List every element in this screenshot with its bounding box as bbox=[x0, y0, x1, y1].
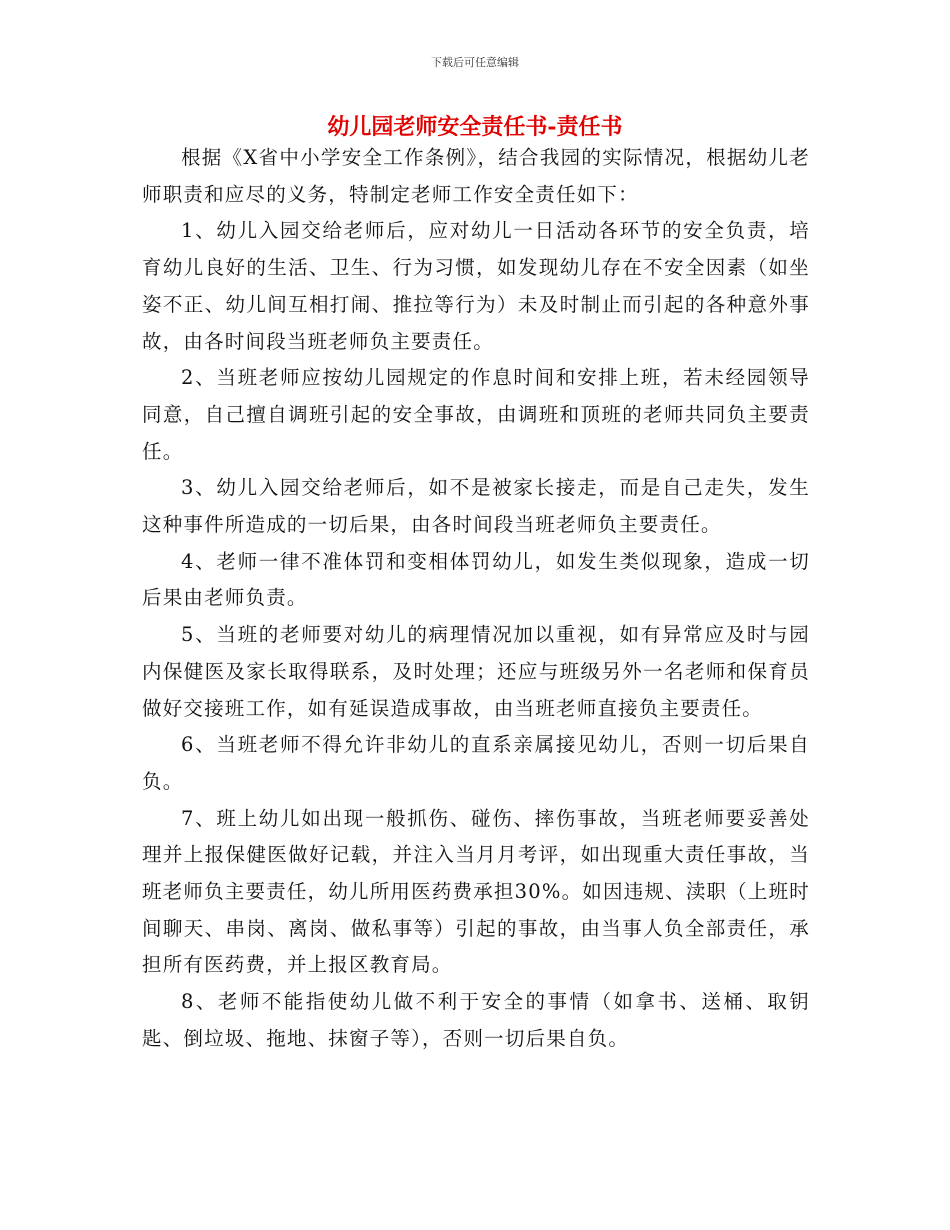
header-note: 下载后可任意编辑 bbox=[431, 56, 519, 69]
document-body bbox=[142, 140, 810, 1058]
clause-5-paragraph: 5、当班的老师要对幼儿的病理情况加以重视，如有异常应及时与园内保健医及家长取得联系，及时处理；还应与班级另外一名老师和保育员做好交接班工作，如有延误造成事故，由当班老师直接负主要责任。 bbox=[142, 623, 810, 720]
clause-6-paragraph: 6、当班老师不得允许非幼儿的直系亲属接见幼儿，否则一切后果自负。 bbox=[142, 733, 810, 793]
clause-4-paragraph: 4、老师一律不准体罚和变相体罚幼儿，如发生类似现象，造成一切后果由老师负责。 bbox=[142, 549, 810, 610]
clause-8-paragraph: 8、老师不能指使幼儿做不利于安全的事情（如拿书、送桶、取钥匙、倒垃圾、拖地、抹窗子等），否则一切后果自负。 bbox=[142, 990, 810, 1050]
intro-paragraph: 根据《X省中小学安全工作条例》，结合我园的实际情况，根据幼儿老师职责和应尽的义务，特制定老师工作安全责任如下： bbox=[142, 146, 810, 206]
clause-1-paragraph: 1、幼儿入园交给老师后，应对幼儿一日活动各环节的安全负责，培育幼儿良好的生活、卫生、行为习惯，如发现幼儿存在不安全因素（如坐姿不正、幼儿间互相打闹、推拉等行为）未及时制止而引起的各种意外事故，由各时间段当班老师负主要责任。 bbox=[142, 219, 810, 353]
clause-3-paragraph: 3、幼儿入园交给老师后，如不是被家长接走，而是自己走失，发生这种事件所造成的一切后果，由各时间段当班老师负主要责任。 bbox=[142, 476, 810, 537]
clause-2-paragraph: 2、当班老师应按幼儿园规定的作息时间和安排上班，若未经园领导同意，自己擅自调班引起的安全事故，由调班和顶班的老师共同负主要责任。 bbox=[142, 366, 810, 463]
clause-7-paragraph: 7、班上幼儿如出现一般抓伤、碰伤、摔伤事故，当班老师要妥善处理并上报保健医做好记载，并注入当月月考评，如出现重大责任事故，当班老师负主要责任，幼儿所用医药费承担30%。如因违规、渎职（上班时间聊天、串岗、离岗、做私事等）引起的事故，由当事人负全部责任，承担所有医药费，并上报区教育局。 bbox=[142, 806, 810, 977]
document-title: 幼儿园老师安全责任书-责任书 bbox=[327, 114, 623, 140]
